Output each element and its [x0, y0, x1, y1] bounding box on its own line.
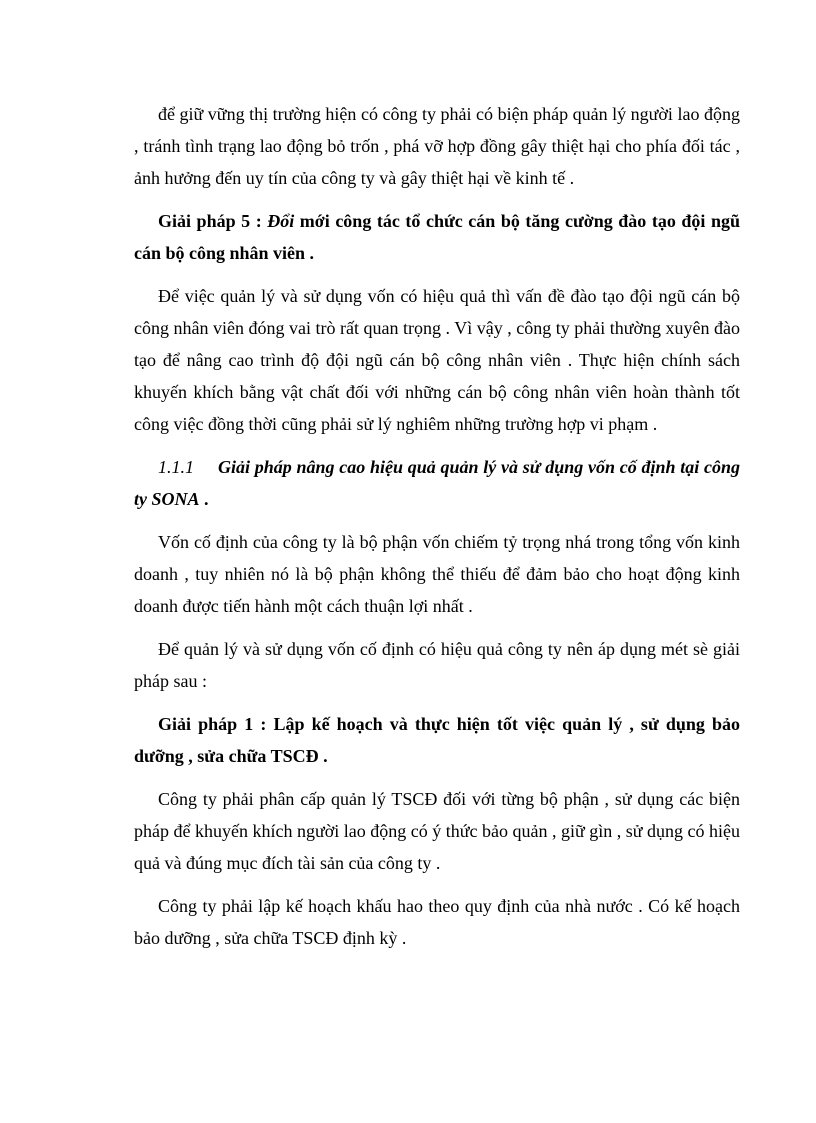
heading-solution-5-rest: mới công tác tổ chức cán bộ tăng cường đào tạo đội ngũ cán bộ công nhân viên .: [134, 211, 740, 263]
paragraph-labor-management: để giữ vững thị trường hiện có công ty phải có biện pháp quản lý người lao động , tránh tình trạng lao động bỏ trốn , phá vỡ hợp đồng gây thiệt hại cho phía đối tác , ảnh hưởng đến uy tín của công ty và gây thiệt hại về kinh tế .: [134, 104, 740, 188]
paragraph-fixed-capital-share: Vốn cố định của công ty là bộ phận vốn chiếm tỷ trọng nhá trong tổng vốn kinh doanh , tuy nhiên nó là bộ phận không thể thiếu để đảm bảo cho hoạt động kinh doanh được tiến hành một cách thuận lợi nhất .: [134, 532, 740, 616]
heading-solution-5-italic: Đổi: [267, 211, 295, 231]
section-title: Giải pháp nâng cao hiệu quả quản lý và sử dụng vốn cố định tại công ty SONA: [134, 457, 740, 509]
section-title-tail: .: [199, 489, 209, 509]
section-heading-fixed-capital: [134, 451, 740, 515]
heading-solution-1: Giải pháp 1 : Lập kế hoạch và thực hiện tốt việc quản lý , sử dụng bảo dưỡng , sửa chữa TSCĐ .: [134, 714, 740, 766]
paragraph-staff-training: Để việc quản lý và sử dụng vốn có hiệu quả thì vấn đề đào tạo đội ngũ cán bộ công nhân viên đóng vai trò rất quan trọng . Vì vậy , công ty phải thường xuyên đào tạo để nâng cao trình độ đội ngũ cán bộ công nhân viên . Thực hiện chính sách khuyến khích bằng vật chất đối với những cán bộ công nhân viên hoàn thành tốt công việc đồng thời cũng phải sử lý nghiêm những trường hợp vi phạm .: [134, 286, 740, 434]
document-page: [134, 98, 740, 965]
heading-solution-5-prefix: Giải pháp 5 :: [158, 211, 268, 231]
section-number: 1.1.1: [158, 457, 194, 477]
heading-solution-5: [134, 205, 740, 269]
paragraph-asset-decentralization: Công ty phải phân cấp quản lý TSCĐ đối với từng bộ phận , sử dụng các biện pháp để khuyến khích người lao động có ý thức bảo quản , giữ gìn , sử dụng có hiệu quả và đúng mục đích tài sản của công ty .: [134, 789, 740, 873]
paragraph-depreciation-plan: Công ty phải lập kế hoạch khấu hao theo quy định của nhà nước . Có kế hoạch bảo dưỡng , sửa chữa TSCĐ định kỳ .: [134, 896, 740, 948]
paragraph-solutions-intro: Để quản lý và sử dụng vốn cố định có hiệu quả công ty nên áp dụng mét sè giải pháp sau :: [134, 639, 740, 691]
